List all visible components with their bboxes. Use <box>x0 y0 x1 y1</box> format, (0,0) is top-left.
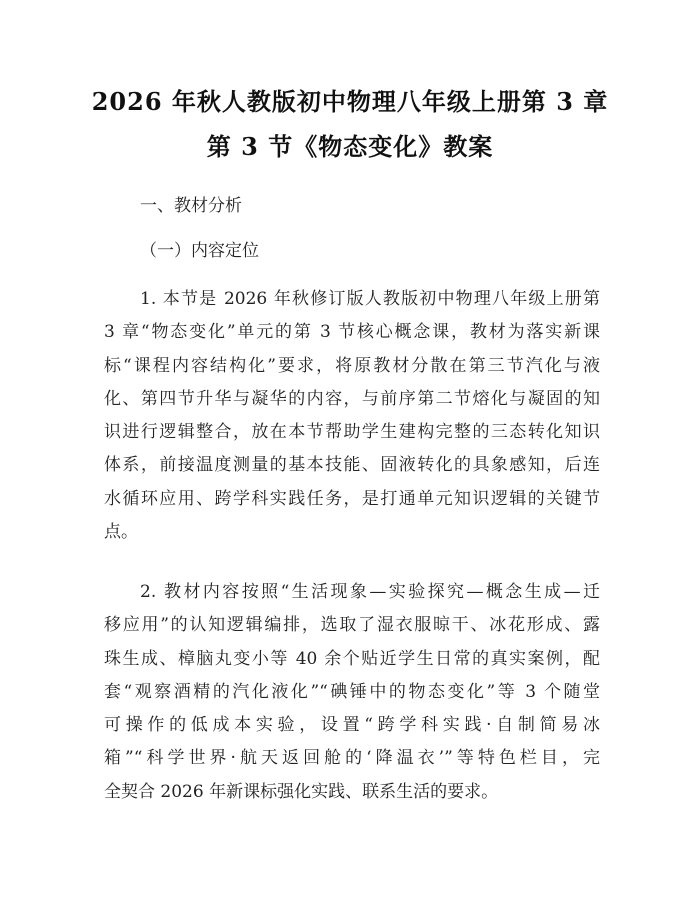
paragraph-line: 1. 本节是 2026 年秋修订版人教版初中物理八年级上册第 <box>140 289 600 309</box>
paragraph-line: 水循环应用、跨学科实践任务，是打通单元知识逻辑的关键节 <box>104 488 600 509</box>
paragraph-line: 珠生成、樟脑丸变小等 40 余个贴近学生日常的真实案例，配 <box>104 648 600 669</box>
paragraph-line: 全契合 2026 年新课标强化实践、联系生活的要求。 <box>104 781 499 802</box>
section-heading: 一、教材分析 <box>140 196 242 216</box>
paragraph-line: 套“观察酒精的汽化液化”“碘锤中的物态变化”等 3 个随堂 <box>104 681 600 702</box>
paragraph-line: 标“课程内容结构化”要求，将原教材分散在第三节汽化与液 <box>104 355 600 376</box>
document-title-line-1: 2026 年秋人教版初中物理八年级上册第 3 章 <box>91 87 609 116</box>
paragraph-line: 2. 教材内容按照“生活现象—实验探究—概念生成—迁 <box>140 582 600 602</box>
paragraph-line: 点。 <box>104 522 138 543</box>
paragraph-line: 可操作的低成本实验，设置“跨学科实践·自制简易冰 <box>104 715 600 736</box>
paragraph-line: 3 章“物态变化”单元的第 3 节核心概念课，教材为落实新课 <box>104 322 600 343</box>
paragraph-1 <box>104 283 600 549</box>
document-title-line-2: 第 3 节《物态变化》教案 <box>206 132 494 161</box>
paragraph-line: 移应用”的认知逻辑编排，选取了湿衣服晾干、冰花形成、露 <box>104 615 600 636</box>
paragraph-line: 体系，前接温度测量的基本技能、固液转化的具象感知，后连 <box>104 455 600 476</box>
subsection-heading: （一）内容定位 <box>140 241 259 261</box>
paragraph-line: 化、第四节升华与凝华的内容，与前序第二节熔化与凝固的知 <box>104 388 600 409</box>
paragraph-2 <box>104 576 600 809</box>
paragraph-line: 识进行逻辑整合，放在本节帮助学生建构完整的三态转化知识 <box>104 422 600 443</box>
paragraph-line: 箱”“科学世界·航天返回舱的‘降温衣’”等特色栏目，完 <box>104 748 600 769</box>
